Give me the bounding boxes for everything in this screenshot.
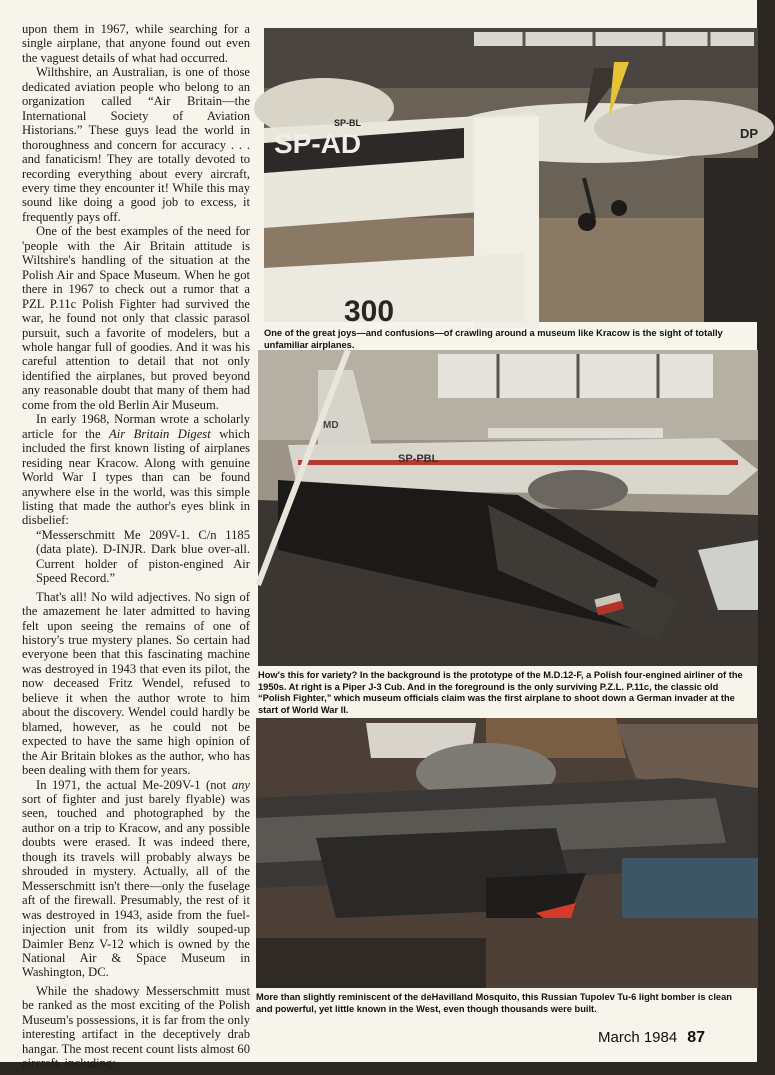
quote-text: Messerschmitt Me 209V-1. C/n 1185 (data plate). D-INJR. Dark blue over-all. Current holder of piston-engined Air Speed Record. [36, 527, 250, 586]
text-run: which included the first known listing of airplanes residing near Kracow. Along with genuine World War I types than can be found anywhere else in the world, was this simple listing that made the author's eyes blink in disbelief: [22, 426, 250, 528]
photo-caption: How's this for variety? In the background is the prototype of the M.D.12-F, a Polish four-engined airliner of the 1950s. At right is a Piper J-3 Cub. And in the foreground is the only surviving P.Z.L. P.11c, the classic old “Polish Fighter,” which museum officials claim was the first airplane to shoot down a German invader at the start of World War II. [258, 670, 743, 715]
photo-caption: More than slightly reminiscent of the deHavilland Mosquito, this Russian Tupolev Tu-6 light bomber is clean and powerful, yet little known in the West, even though thousands were built. [256, 992, 732, 1014]
emphasis: any [231, 777, 250, 792]
publication-title: Air Britain Digest [109, 426, 211, 441]
paragraph: One of the best examples of the need for 'people with the Air Britain attitude is Wiltshire's handling of the situation at the Polish Air and Space Museum. When he got there in 1967 to check out a rumor that a PZL P.11c Polish Fighter had survived the war, he found not only that classic parasol pursuit, such a favorite of modelers, but a whole hangar full of goodies. And it was his careful attention to detail that not only identified the airplanes, but proved beyond any reasonable doubt that many of them had come from the old Berlin Air Museum. [22, 224, 250, 412]
paragraph: upon them in 1967, while searching for a single airplane, that anyone found out even the vaguest details of what had occurred. [22, 22, 250, 65]
page-number: 87 [687, 1029, 706, 1046]
hangar-photo-graphic [264, 28, 759, 328]
photo-polish-fighter [258, 350, 758, 666]
aircraft-fin-marking: MD [323, 420, 339, 431]
photo-hangar-light-aircraft [264, 28, 759, 328]
block-quote: “Messerschmitt Me 209V-1. C/n 1185 (data plate). D-INJR. Dark blue over-all. Current holder of piston-engined Air Speed Record.” [36, 527, 250, 586]
hangar-photo-graphic [256, 718, 758, 988]
text-run: In early 1968, Norman wrote a scholarly article for the [22, 412, 250, 441]
page-footer [598, 1029, 705, 1047]
aircraft-number-marking: 300 [344, 295, 395, 328]
text-run: In 1971, the actual Me-209V-1 (not [36, 777, 232, 792]
photo-caption: One of the great joys—and confusions—of crawling around a museum like Kracow is the sight of totally unfamiliar airplanes. [264, 328, 723, 350]
text-run: sort of fighter and just barely flyable) was seen, touched and photographed by the author on a trip to Kracow, and any possible doubts were erased. It was indeed there, though its travels will probably always be shrouded in mystery. Actually, all of the Messerschmitt isn't there—only the fuselage aft of the firewall. Presumably, the rest of it was destroyed in 1943, aside from the fuel-injection unit from its wildly souped-up Daimler Benz V-12 which is owned by the National Air & Space Museum in Washington, DC. [22, 792, 250, 980]
paragraph: While the shadowy Messerschmitt must be ranked as the most exciting of the Polish Museum's possessions, it is far from the only interesting artifact in the deceptively drab hangar. The most recent count lists almost 60 aircraft, including: [22, 983, 250, 1071]
hangar-photo-graphic [258, 350, 758, 666]
issue-date: March 1984 [598, 1029, 678, 1046]
paragraph: That's all! No wild adjectives. No sign of the amazement he later admitted to having felt upon seeing the remains of one of history's true mystery planes. So certain had everyone been that this fascinating machine was destroyed in 1943 that even its pilot, the now deceased Fritz Wendel, refused to believe it when the author wrote to him about the discovery. Wendel could hardly be blamed, however, as he could not be expected to have the same high opinion of the Air Britain blokes as the author, who has been dealing with them for years. [22, 589, 250, 778]
paragraph: Wilthshire, an Australian, is one of those dedicated aviation people who belong to an organization called “Air Britain—the International Society of Aviation Historians.” These guys lead the world in thoroughness and concern for accuracy . . . and fanaticism! They are totally devoted to recording everything about every aircraft, every time they encounter it! While this may sound like doing a good job to excess, it frequently pays off. [22, 65, 250, 224]
photo-tupolev-bomber [256, 718, 758, 988]
paragraph [22, 778, 250, 980]
paragraph [22, 412, 250, 528]
article-column [22, 22, 250, 1071]
aircraft-registration-marking: DP [740, 126, 759, 141]
aircraft-registration-marking: SP-BL [334, 118, 361, 128]
aircraft-registration-marking: SP-AD [274, 128, 362, 159]
aircraft-registration-marking: SP-PBL [398, 453, 439, 465]
